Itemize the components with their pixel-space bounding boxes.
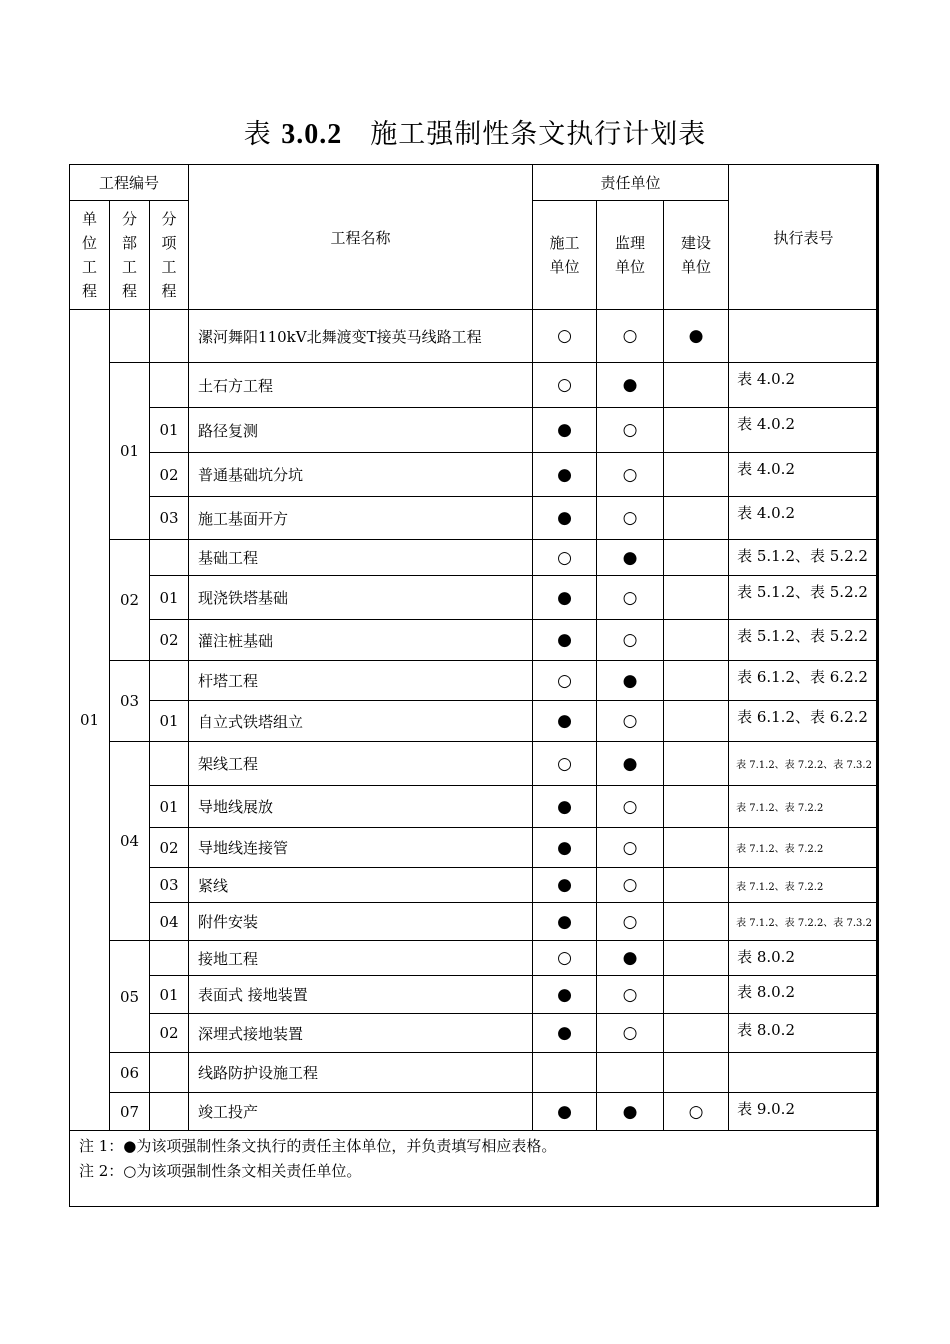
supervision-cell: ● (597, 661, 664, 701)
supervision-cell: ○ (597, 497, 664, 540)
owner-cell (664, 1053, 729, 1093)
item-cell: 02 (150, 620, 189, 661)
supervision-cell: ● (597, 540, 664, 576)
division-cell: 06 (110, 1053, 150, 1093)
construction-cell: ● (533, 408, 597, 453)
owner-cell (664, 941, 729, 976)
construction-cell: ● (533, 576, 597, 620)
supervision-cell: ○ (597, 620, 664, 661)
exec-ref-cell: 表 6.1.2、表 6.2.2 (729, 661, 879, 701)
note-2: 注 2：○为该项强制性条文相关责任单位。 (79, 1162, 362, 1180)
name-cell: 漯河舞阳110kV北舞渡变T接英马线路工程 (189, 310, 533, 363)
construction-cell: ○ (533, 661, 597, 701)
item-cell: 02 (150, 828, 189, 868)
exec-ref-cell: 表 4.0.2 (729, 363, 879, 408)
item-cell (150, 363, 189, 408)
title-prefix: 表 (243, 119, 272, 150)
name-cell: 导地线连接管 (189, 828, 533, 868)
exec-ref-cell: 表 8.0.2 (729, 976, 879, 1014)
supervision-cell: ○ (597, 976, 664, 1014)
division-cell: 02 (110, 540, 150, 661)
table-row (70, 1014, 879, 1053)
name-cell: 附件安装 (189, 903, 533, 941)
supervision-cell: ● (597, 941, 664, 976)
name-cell: 土石方工程 (189, 363, 533, 408)
exec-ref-cell: 表 8.0.2 (729, 941, 879, 976)
owner-cell (664, 786, 729, 828)
owner-cell (664, 903, 729, 941)
table-row (70, 903, 879, 941)
exec-ref-cell: 表 5.1.2、表 5.2.2 (729, 540, 879, 576)
owner-cell (664, 868, 729, 903)
exec-ref-cell: 表 5.1.2、表 5.2.2 (729, 620, 879, 661)
item-cell: 03 (150, 497, 189, 540)
supervision-cell: ○ (597, 576, 664, 620)
construction-cell: ○ (533, 540, 597, 576)
table-row (70, 941, 879, 976)
owner-cell: ● (664, 310, 729, 363)
title-number: 3.0.2 (281, 119, 343, 150)
name-cell: 普通基础坑分坑 (189, 453, 533, 497)
table-row (70, 1093, 879, 1131)
supervision-cell: ● (597, 742, 664, 786)
construction-cell: ○ (533, 941, 597, 976)
name-cell: 现浇铁塔基础 (189, 576, 533, 620)
owner-cell (664, 576, 729, 620)
construction-cell: ● (533, 701, 597, 742)
note-1: 注 1：●为该项强制性条文执行的责任主体单位，并负责填写相应表格。 (79, 1137, 557, 1155)
header-division: 分 部 工 程 (110, 201, 150, 310)
table-row (70, 576, 879, 620)
supervision-cell: ● (597, 1093, 664, 1131)
exec-ref-cell: 表 7.1.2、表 7.2.2、表 7.3.2 (729, 742, 879, 786)
division-cell: 07 (110, 1093, 150, 1131)
supervision-cell: ○ (597, 828, 664, 868)
name-cell: 基础工程 (189, 540, 533, 576)
exec-ref-cell: 表 6.1.2、表 6.2.2 (729, 701, 879, 742)
construction-cell: ● (533, 828, 597, 868)
name-cell: 杆塔工程 (189, 661, 533, 701)
owner-cell (664, 701, 729, 742)
item-cell (150, 661, 189, 701)
supervision-cell: ○ (597, 1014, 664, 1053)
item-cell (150, 310, 189, 363)
item-cell: 01 (150, 408, 189, 453)
table-row (70, 701, 879, 742)
construction-cell: ● (533, 1014, 597, 1053)
table-row (70, 408, 879, 453)
supervision-cell: ○ (597, 868, 664, 903)
construction-cell: ● (533, 497, 597, 540)
item-cell (150, 540, 189, 576)
supervision-cell: ○ (597, 310, 664, 363)
table-row (70, 497, 879, 540)
construction-cell: ● (533, 620, 597, 661)
name-cell: 竣工投产 (189, 1093, 533, 1131)
owner-cell (664, 1014, 729, 1053)
owner-cell (664, 453, 729, 497)
table-row (70, 363, 879, 408)
exec-ref-cell: 表 4.0.2 (729, 408, 879, 453)
header-construction: 施工 单位 (533, 201, 597, 310)
name-cell: 线路防护设施工程 (189, 1053, 533, 1093)
supervision-cell: ○ (597, 408, 664, 453)
execution-plan-table (69, 164, 879, 1207)
exec-ref-cell: 表 7.1.2、表 7.2.2 (729, 786, 879, 828)
item-cell (150, 742, 189, 786)
table-row (70, 453, 879, 497)
table-row (70, 742, 879, 786)
owner-cell (664, 540, 729, 576)
page-title (0, 112, 950, 151)
item-cell: 01 (150, 576, 189, 620)
header-item: 分 项 工 程 (150, 201, 189, 310)
exec-ref-cell: 表 7.1.2、表 7.2.2 (729, 868, 879, 903)
owner-cell (664, 976, 729, 1014)
name-cell: 自立式铁塔组立 (189, 701, 533, 742)
exec-ref-cell: 表 7.1.2、表 7.2.2 (729, 828, 879, 868)
exec-ref-cell: 表 8.0.2 (729, 1014, 879, 1053)
table-row (70, 310, 879, 363)
header-code-group: 工程编号 (70, 165, 189, 201)
owner-cell (664, 742, 729, 786)
construction-cell: ○ (533, 363, 597, 408)
table-row (70, 540, 879, 576)
division-cell: 04 (110, 742, 150, 941)
exec-ref-cell (729, 310, 879, 363)
construction-cell: ● (533, 1093, 597, 1131)
table-row (70, 661, 879, 701)
construction-cell: ● (533, 453, 597, 497)
table-row (70, 786, 879, 828)
name-cell: 架线工程 (189, 742, 533, 786)
exec-ref-cell: 表 9.0.2 (729, 1093, 879, 1131)
item-cell: 04 (150, 903, 189, 941)
name-cell: 施工基面开方 (189, 497, 533, 540)
division-cell: 05 (110, 941, 150, 1053)
name-cell: 接地工程 (189, 941, 533, 976)
exec-ref-cell (729, 1053, 879, 1093)
header-resp-group: 责任单位 (533, 165, 729, 201)
construction-cell: ● (533, 868, 597, 903)
supervision-cell: ○ (597, 453, 664, 497)
title-text: 施工强制性条文执行计划表 (370, 119, 707, 150)
table-row (70, 620, 879, 661)
item-cell (150, 1093, 189, 1131)
owner-cell (664, 497, 729, 540)
item-cell: 02 (150, 1014, 189, 1053)
construction-cell: ● (533, 976, 597, 1014)
table-right-border (876, 164, 878, 1206)
owner-cell (664, 408, 729, 453)
construction-cell: ● (533, 903, 597, 941)
name-cell: 深埋式接地装置 (189, 1014, 533, 1053)
table-row (70, 828, 879, 868)
supervision-cell (597, 1053, 664, 1093)
supervision-cell: ○ (597, 701, 664, 742)
table-row (70, 1053, 879, 1093)
table-row (70, 868, 879, 903)
name-cell: 导地线展放 (189, 786, 533, 828)
exec-ref-cell: 表 4.0.2 (729, 497, 879, 540)
owner-cell (664, 661, 729, 701)
name-cell: 紧线 (189, 868, 533, 903)
supervision-cell: ○ (597, 903, 664, 941)
exec-ref-cell: 表 4.0.2 (729, 453, 879, 497)
division-cell (110, 310, 150, 363)
exec-ref-cell: 表 7.1.2、表 7.2.2、表 7.3.2 (729, 903, 879, 941)
owner-cell (664, 620, 729, 661)
division-cell: 01 (110, 363, 150, 540)
supervision-cell: ● (597, 363, 664, 408)
construction-cell: ○ (533, 310, 597, 363)
division-cell: 03 (110, 661, 150, 742)
header-owner: 建设 单位 (664, 201, 729, 310)
unit-code-cell: 01 (70, 310, 110, 1131)
header-exec: 执行表号 (729, 165, 879, 310)
item-cell: 03 (150, 868, 189, 903)
item-cell (150, 1053, 189, 1093)
item-cell: 02 (150, 453, 189, 497)
item-cell: 01 (150, 976, 189, 1014)
notes (70, 1131, 879, 1207)
item-cell: 01 (150, 701, 189, 742)
exec-ref-cell: 表 5.1.2、表 5.2.2 (729, 576, 879, 620)
header-name: 工程名称 (189, 165, 533, 310)
construction-cell: ● (533, 786, 597, 828)
header-supervision: 监理 单位 (597, 201, 664, 310)
owner-cell: ○ (664, 1093, 729, 1131)
name-cell: 灌注桩基础 (189, 620, 533, 661)
name-cell: 表面式 接地装置 (189, 976, 533, 1014)
construction-cell: ○ (533, 742, 597, 786)
item-cell: 01 (150, 786, 189, 828)
item-cell (150, 941, 189, 976)
table-row (70, 976, 879, 1014)
header-unit: 单 位 工 程 (70, 201, 110, 310)
construction-cell (533, 1053, 597, 1093)
name-cell: 路径复测 (189, 408, 533, 453)
supervision-cell: ○ (597, 786, 664, 828)
owner-cell (664, 828, 729, 868)
owner-cell (664, 363, 729, 408)
